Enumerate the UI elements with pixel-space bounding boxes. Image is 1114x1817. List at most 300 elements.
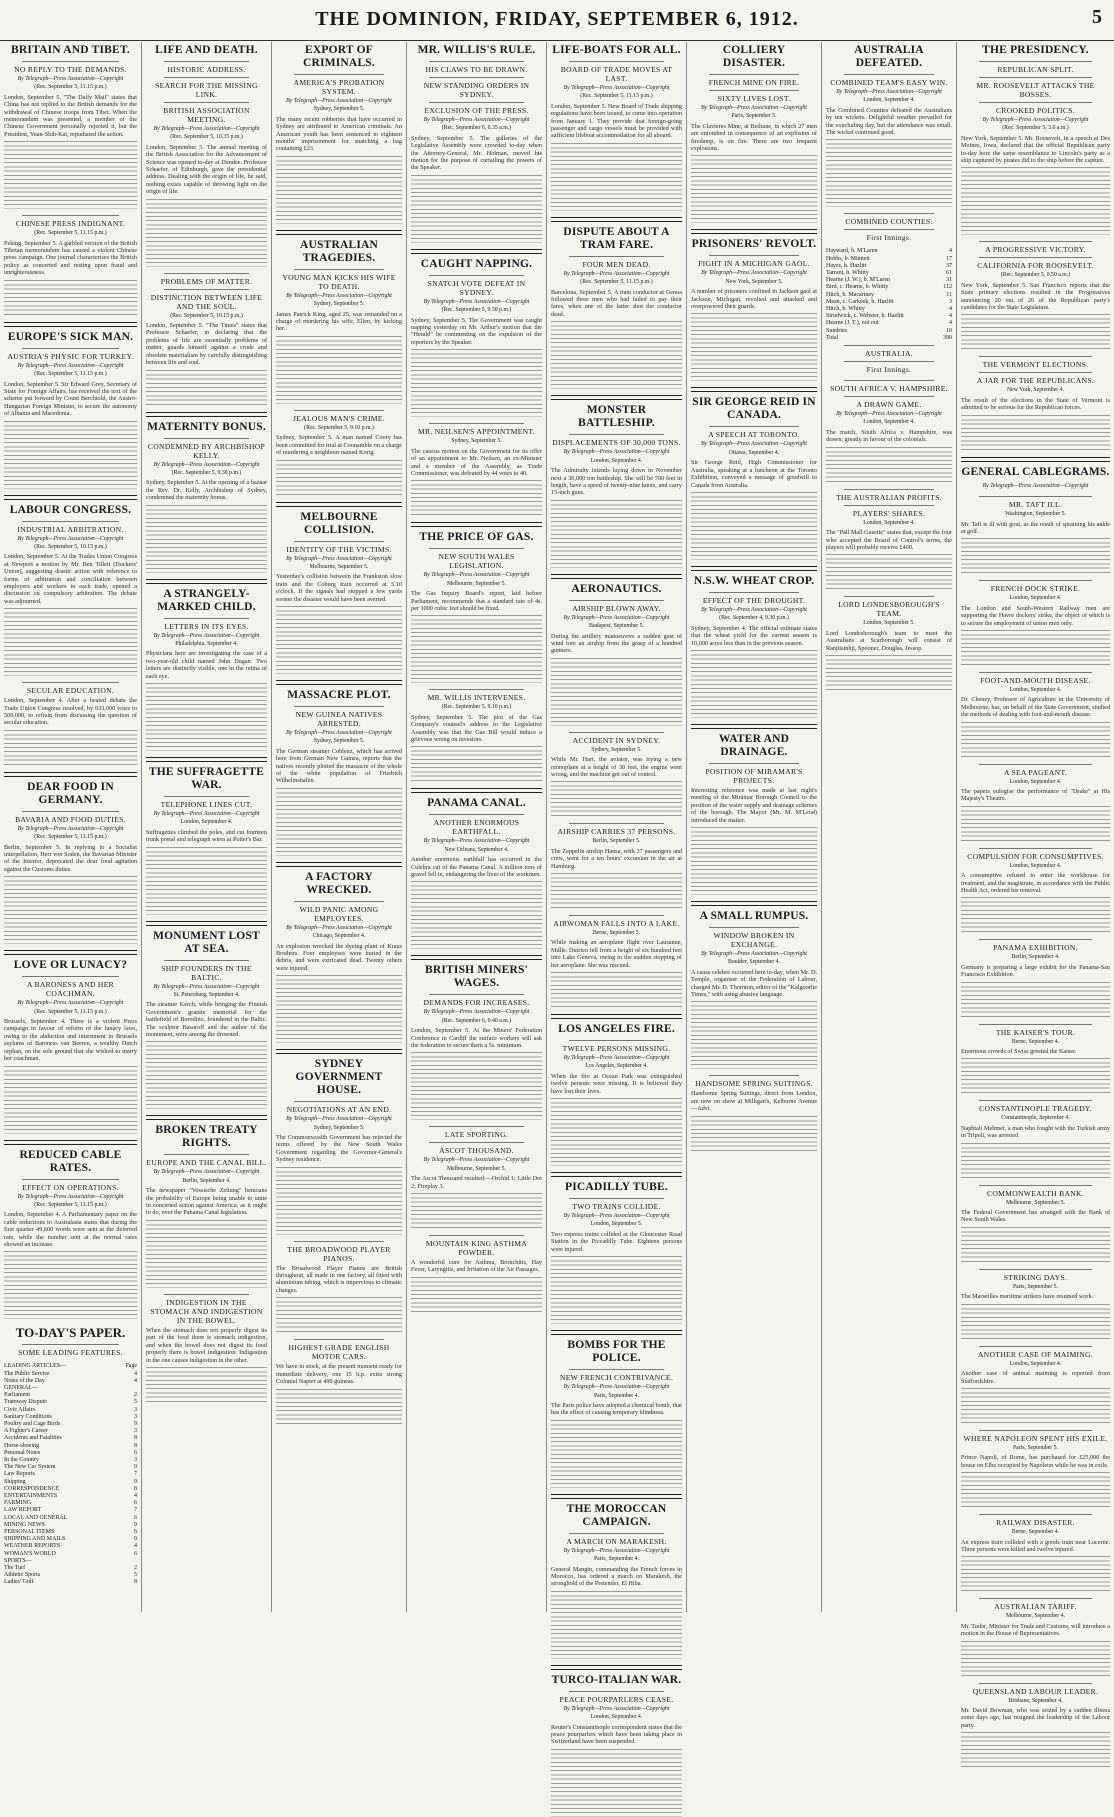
rule-divider: [979, 848, 1092, 849]
rule-divider: [22, 215, 119, 216]
rule-divider: [294, 269, 384, 270]
index-page: 8: [134, 1485, 137, 1492]
text-lines: [276, 1165, 402, 1235]
article-headline: A FACTORY WRECKED.: [305, 870, 373, 896]
article-headline: BROKEN TREATY RIGHTS.: [155, 1124, 258, 1150]
article-headline: LOS ANGELES FIRE.: [558, 1023, 675, 1036]
rule-divider: [569, 1198, 664, 1199]
article-body: Brussels, September 4. There is a violent Press campaign in favour of reform of the lunacy laws, owing to the abduction and internment in Brussels asylums of Baroness van Beeren, a wealthy Dutch orphan, on the sole ground that she wished to marry her coachman.: [4, 1018, 137, 1063]
rule-divider: [429, 814, 524, 815]
index-page: 9: [134, 1464, 137, 1471]
text-lines: [826, 137, 952, 207]
article-divider: [551, 1494, 682, 1499]
dateline: (Rec. September 5, 10.35 p.m.): [170, 134, 243, 141]
article-headline: COLLIERY DISASTER.: [722, 44, 786, 69]
rule-divider: [294, 901, 384, 902]
article: [4, 682, 137, 766]
byline: By Telegraph—Press Association—Copyright: [286, 924, 392, 931]
rule-divider: [709, 426, 799, 427]
index-item: CORRESPONDENCE: [4, 1485, 60, 1492]
article: [961, 1100, 1110, 1178]
index-row: [4, 1435, 137, 1442]
index-item: Personal Notes: [4, 1449, 41, 1456]
byline: By Telegraph—Press Association—Copyright: [563, 1213, 670, 1220]
article-body: Suffragettes climbed the poles, and cut fourteen trunk postal and telegraph wires at Potter's Bar.: [146, 828, 267, 844]
article-body: Yesterday's collision between the Frankston slow train and the Coburg train occurred at 5.10 o'clock. If the signals had stopped a few yards sooner the disaster would have been averted.: [276, 573, 402, 603]
article-subheading: INDUSTRIAL ARBITRATION.: [17, 524, 124, 534]
dateline: London, September 4.: [863, 519, 915, 526]
index-page: Page: [125, 1363, 137, 1370]
rule-divider: [979, 372, 1092, 373]
text-lines: [276, 1387, 402, 1425]
rule-divider: [164, 960, 249, 961]
text-lines: [961, 1554, 1110, 1592]
index-row: [4, 1565, 137, 1572]
rule-divider: [22, 521, 119, 522]
byline: By Telegraph—Press Association—Copyright: [286, 292, 392, 299]
article-divider: [276, 680, 402, 685]
article-body: The match, South Africa v. Hampshire, was drawn, greatly in favour of the colonials.: [826, 428, 952, 444]
text-lines: [826, 552, 952, 590]
byline: By Telegraph—Press Association—Copyright: [563, 85, 670, 91]
rule-divider: [429, 689, 524, 690]
article: [146, 757, 267, 915]
article: [411, 522, 542, 683]
batsman: Sundries: [826, 327, 847, 334]
rule-divider: [979, 61, 1092, 62]
runs: 10: [946, 327, 952, 334]
index-row: [4, 1363, 137, 1370]
article: [4, 772, 137, 944]
article-headline: CAUGHT NAPPING.: [420, 257, 533, 270]
text-lines: [691, 1114, 817, 1152]
article-subheading: A JAR FOR THE REPUBLICANS.: [976, 376, 1095, 386]
index-page: 4: [134, 1377, 137, 1384]
dateline: Paris, September 5.: [731, 113, 777, 120]
dateline: Sydney, September 5.: [313, 106, 365, 113]
dateline: Paris, September 5.: [1012, 1283, 1059, 1290]
rule-divider: [569, 256, 664, 257]
article-divider: [691, 387, 817, 392]
article-body: Reuter's Constantinople correspondent states that the peace pourparlers which have been taking place in Switzerland have been suspended.: [551, 1723, 682, 1746]
article-subheading: FRENCH MINE ON FIRE.: [708, 78, 800, 87]
article: [691, 229, 817, 381]
rule-divider: [844, 213, 934, 214]
batsman: Tarrant, b. Whitty: [826, 270, 869, 277]
article-body: London, September 5. At the Trades Union Congress at Newport a motion by Mr. Ben Tillett (Dockers' Union), suggesting drastic action with reference to forms of arbitration and conciliation between employers and workers in each trade, opened a discussion on compulsory arbitration. The debate was adjourned.: [4, 553, 137, 605]
article-divider: [411, 788, 542, 793]
dateline: (Rec. September 6, 0.40 a.m.): [441, 1017, 512, 1024]
text-lines: [961, 1470, 1110, 1508]
article-subheading: MR. NEILSEN'S APPOINTMENT.: [417, 427, 536, 437]
dateline: (Rec. September 5, 11.15 p.m.): [580, 279, 653, 286]
dateline: (Rec. September 5, 11.15 p.m.): [34, 84, 107, 91]
index-page: 9: [134, 1478, 137, 1485]
newspaper-columns: [0, 42, 1114, 1746]
article-body: The London and South-Western Railway men are supporting the Havre dockers' strike, the object of which is to secure the employment of union men only.: [961, 604, 1110, 627]
runs: 17: [946, 255, 952, 262]
article-subheading: HIGHEST GRADE ENGLISH MOTOR CARS.: [288, 1343, 390, 1362]
article-body: During the artillery manoeuvres a sudden gust of wind tore an airship from the grasp of a hundred gunners.: [551, 632, 682, 655]
article: [411, 689, 542, 782]
article: [4, 215, 137, 315]
article-subheading: NO REPLY TO THE DEMANDS.: [14, 65, 127, 74]
dateline: Berne, September 4.: [1011, 1038, 1060, 1045]
article-body: London, September 5. Sir Edward Grey, Secretary of State for Foreign Affairs, has received the text of the scheme put forward by Count Berchtold, the Austro-Hungarian Foreign Minister, to secure the autonomy of Albania and Macedonia.: [4, 380, 137, 418]
index-item: MINING NEWS: [4, 1521, 45, 1528]
article-headline: THE PRICE OF GAS.: [419, 531, 534, 544]
article-subheading: EXCLUSION OF THE PRESS.: [424, 106, 529, 115]
article-subheading: TWELVE PERSONS MISSING.: [562, 1044, 671, 1054]
index-page: 6: [134, 1449, 137, 1456]
article-body: Mr. David Bowman, who was seized by a sudden illness some days ago, has resigned the leadership of the Labour party.: [961, 1706, 1110, 1729]
rule-divider: [569, 434, 664, 435]
article-headline: THE PRESIDENCY.: [982, 44, 1089, 56]
article: [551, 1172, 682, 1324]
article-body: Sydney, September 5. The Government was caught napping yesterday on Mr. Arthur's motion that the "Herald" be commenting on the expulsion of the reporters by the Speaker.: [411, 316, 542, 346]
text-lines: [411, 173, 542, 243]
text-lines: [411, 879, 542, 949]
article: [961, 1346, 1110, 1424]
runs: 61: [946, 270, 952, 277]
text-lines: [4, 606, 137, 676]
article-divider: [691, 566, 817, 571]
article: [961, 457, 1110, 490]
runs: 4: [949, 313, 952, 320]
article-subheading: COMBINED TEAM'S EASY WIN.: [830, 78, 948, 87]
runs: 37: [946, 262, 952, 269]
article-body: The Commonwealth Government has rejected the terms offered by the New South Wales Government regarding the Governor-General's Sydney residence.: [276, 1134, 402, 1164]
article-subheading: AIRSHIP CARRIES 37 PERSONS.: [557, 827, 676, 837]
article: [961, 241, 1110, 350]
byline: By Telegraph—Press Association—Copyright: [17, 1000, 124, 1007]
byline: By Telegraph—Press Association—Copyright: [982, 117, 1089, 123]
article-headline: BOMBS FOR THE POLICE.: [567, 1339, 666, 1365]
article-subheading: CONSTANTINOPLE TRAGEDY.: [979, 1104, 1092, 1114]
column-8: [957, 42, 1114, 1729]
article-subheading: AMERICA'S PROBATION SYSTEM.: [293, 78, 385, 96]
rule-divider: [164, 77, 249, 78]
rule-divider: [569, 1040, 664, 1041]
article-subheading: WINDOW BROKEN IN EXCHANGE.: [713, 930, 795, 949]
article-body: A number of prisoners confined in Jackson gaol at Jackson, Michigan, revolted and attacked and overpowered their guards.: [691, 288, 817, 311]
text-lines: [411, 347, 542, 417]
article: [146, 273, 267, 406]
rule-divider: [429, 77, 524, 78]
article-body: Sydney, September 5. The galleries of the Legislative Assembly were crowded to-day when the Attorney-General, Mr. Holman, moved his motion for the purpose of curtailing the powers of the Speaker.: [411, 134, 542, 172]
rule-divider: [844, 361, 934, 362]
byline: By Telegraph—Press Association—Copyright: [563, 1547, 670, 1554]
rule-divider: [294, 1339, 384, 1340]
article-body: Naphtali Mehmet, a man who fought with the Turkish army in Tripoli, was arrested.: [961, 1124, 1110, 1140]
rule-divider: [979, 1683, 1092, 1684]
index-row: [4, 1407, 137, 1414]
index-row: [4, 1471, 137, 1478]
article: [961, 848, 1110, 934]
rule-divider: [709, 763, 799, 764]
article-body: Handsome Spring Suitings, direct from London, are now on show at Milligan's, Kelburne Avenue—Advt.: [691, 1090, 817, 1113]
text-lines: [411, 1275, 542, 1313]
article: [276, 1241, 402, 1334]
article: [961, 356, 1110, 450]
article-body: The Clavieres Mine, at Bethune, in which 27 men are entombed in consequence of an explosion of firedamp, is on fire. There are two frequent explosions.: [691, 122, 817, 153]
article-headline: REDUCED CABLE RATES.: [19, 1148, 122, 1174]
index-item: A Fighter's Career: [4, 1428, 48, 1435]
rule-divider: [709, 927, 799, 928]
article-body: Another case of animal maiming is reported from Staffordshire.: [961, 1370, 1110, 1385]
article: [691, 724, 817, 895]
index-page: 6: [134, 1550, 137, 1557]
article: [411, 1235, 542, 1313]
text-lines: [961, 1141, 1110, 1179]
text-lines: [691, 825, 817, 895]
index-page: 9: [134, 1536, 137, 1543]
article-subheading: SHIP FOUNDERS IN THE BALTIC.: [161, 963, 252, 982]
article-subheading: PROBLEMS OF MATTER.: [160, 276, 253, 286]
article-subheading: FOUR MEN DEAD.: [582, 259, 651, 269]
article-divider: [4, 950, 137, 955]
text-lines: [961, 1056, 1110, 1094]
rule-divider: [164, 618, 249, 619]
rule-divider: [979, 356, 1092, 357]
runs: 3: [949, 298, 952, 305]
article-body: The Paris police have adopted a chemical bomb, that has the effect of causing temporary blindness.: [551, 1401, 682, 1417]
text-lines: [961, 165, 1110, 235]
text-lines: [276, 334, 402, 404]
index-page: 5: [134, 1399, 137, 1406]
masthead: [0, 0, 1114, 41]
rule-divider: [979, 764, 1092, 765]
dateline: Berlin, September 4.: [182, 1177, 231, 1184]
article-body: Another enormous earthfall has occurred in the Culebra cut of the Panama Canal. A million tons of gravel fell in, endangering the lives of the workmen.: [411, 856, 542, 878]
article-divider: [4, 495, 137, 500]
dateline: Paris, September 4.: [593, 1392, 640, 1399]
text-lines: [961, 536, 1110, 574]
rule-divider: [569, 1533, 664, 1534]
byline: By Telegraph—Press Association—Copyright: [423, 1009, 530, 1016]
batsman: Hitch, b. Macartney: [826, 291, 874, 298]
index-item: Accidents and Fatalities: [4, 1435, 62, 1442]
article: [826, 380, 952, 483]
article-body: When the fire at Ocean Park was extinguished twelve persons were missing. It is believed they have lost their lives.: [551, 1072, 682, 1095]
article-subheading: AUSTRIA'S PHYSIC FOR TURKEY.: [7, 351, 134, 361]
dateline: Constantinople, September 4.: [1001, 1115, 1070, 1122]
rule-divider: [164, 796, 249, 797]
article: [146, 1115, 267, 1287]
article-subheading: HIS CLAWS TO BE DRAWN.: [425, 65, 528, 74]
index-item: FARMING: [4, 1500, 32, 1507]
article: [4, 322, 137, 489]
dateline: Paris, September 4.: [593, 1556, 640, 1563]
article-divider: [411, 955, 542, 960]
article: [826, 489, 952, 591]
article-subheading: AIRWOMAN FALLS INTO A LAKE.: [553, 919, 680, 928]
text-lines: [961, 1225, 1110, 1263]
dateline: Sydney, September 5.: [313, 301, 365, 308]
article-body: The Broadwood Player Pianos are British throughout, all made in one factory, all fitted with aluminium tubing, which is impervious to climatic changes.: [276, 1264, 402, 1294]
article-body: A wonderful cure for Asthma, Bronchitis, Hay Fever, Laryngitis, and Irritation of the Air Passages.: [411, 1259, 542, 1274]
article-subheading: PLAYERS' SHARES.: [852, 508, 926, 518]
rule-divider: [164, 102, 249, 103]
dateline: (Rec. September 5, 3.0 a.m.): [1002, 125, 1069, 132]
article: [551, 217, 682, 389]
article: [411, 249, 542, 417]
rule-divider: [569, 823, 664, 824]
article-body: The Combined Counties defeated the Australians by ten wickets. Delightful weather prevailed for the concluding day, but the attendance was small. The wicket continued good.: [826, 106, 952, 137]
batsman: Hobbs, b. Minnett: [826, 255, 870, 262]
score-row: [826, 335, 952, 342]
article: [961, 44, 1110, 235]
dateline: Melbourne, September 5.: [447, 1165, 506, 1172]
article-subheading: A BARONESS AND HER COACHMAN.: [26, 980, 115, 999]
index-page: 4: [134, 1493, 137, 1499]
text-lines: [961, 895, 1110, 933]
article-subheading: AUSTRALIAN TARIFF.: [994, 1602, 1077, 1612]
article-body: London, September 5. "The Times" states that Professor Schaefer, in declaring that the problems of life are essentially problems of matter, guards himself against a crude and obsolete materialism by carefully distinguishing between life and soul.: [146, 322, 267, 367]
article: [146, 412, 267, 573]
rule-divider: [164, 61, 249, 62]
rule-divider: [429, 548, 524, 549]
article: [276, 502, 402, 674]
byline: By Telegraph—Press Association—Copyright: [982, 482, 1089, 489]
index-page: 2: [134, 1392, 137, 1399]
text-lines: [276, 786, 402, 856]
rule-divider: [429, 423, 524, 424]
article-headline: AERONAUTICS.: [571, 582, 662, 595]
text-lines: [551, 871, 682, 909]
byline: By Telegraph—Press Association—Copyright: [563, 449, 670, 456]
article-subheading: AUSTRALIA.: [865, 349, 913, 359]
dateline: New Orleans, September 4.: [444, 846, 509, 853]
article: [146, 1294, 267, 1403]
article-headline: DISPUTE ABOUT A TRAM FARE.: [563, 225, 670, 251]
batsman: Hitch, b. Whitty: [826, 306, 865, 313]
article-headline: MONUMENT LOST AT SEA.: [153, 929, 260, 955]
article-body: The many recent robberies that have occurred in Sydney are attributed to American criminals. An American youth has been sentenced to eighteen months' imprisonment for snatching a bag containing £23.: [276, 115, 402, 153]
article-body: Enormous crowds of Swiss greeted the Kaiser.: [961, 1048, 1077, 1056]
index-page: 8: [134, 1442, 137, 1449]
article-body: The papers eulogise the performance of "Drake" at His Majesty's Theatre.: [961, 787, 1110, 803]
rule-divider: [294, 410, 384, 411]
article-subheading: NEW STANDING ORDERS IN SYDNEY.: [423, 81, 530, 99]
article-divider: [411, 522, 542, 527]
rule-divider: [569, 1691, 664, 1692]
rule-divider: [979, 1185, 1092, 1186]
byline: By Telegraph—Press Association—Copyright: [701, 606, 807, 613]
article-subheading: BRITISH ASSOCIATION MEETING.: [163, 106, 250, 124]
article-subheading: CROOKED POLITICS.: [996, 106, 1075, 115]
dateline: Brisbane, September 4.: [1008, 1697, 1063, 1704]
article-headline: MELBOURNE COLLISION.: [300, 510, 378, 536]
byline: By Telegraph—Press Association—Copyright: [701, 270, 807, 277]
article: [146, 921, 267, 1110]
dateline: Sydney, September 5.: [313, 738, 365, 745]
article-divider: [551, 1014, 682, 1019]
text-lines: [691, 311, 817, 381]
rule-divider: [979, 1430, 1092, 1431]
article-subheading: JEALOUS MAN'S CRIME.: [293, 413, 385, 423]
text-lines: [146, 197, 267, 267]
article: [551, 732, 682, 818]
byline: By Telegraph—Press Association—Copyright: [423, 1157, 530, 1164]
article: [691, 1075, 817, 1151]
dateline: Melbourne, September 5.: [447, 580, 506, 587]
article-subheading: FOOT-AND-MOUTH DISEASE.: [980, 675, 1091, 685]
dateline: (Rec. September 5, 0.50 a.m.): [1000, 272, 1071, 279]
article-body: London, September 5. The annual meeting of the British Association for the Advancement of Science was opened to-day at Dundee. Professor Schaefer, of Edinburgh, gave the presidential address. Dealing with the origin of life, he said, nothing exists capable of throwing light on the origin of life.: [146, 143, 267, 196]
article-divider: [691, 901, 817, 906]
article-headline: MONSTER BATTLESHIP.: [578, 404, 655, 430]
byline: By Telegraph—Press Association—Copyright: [286, 729, 392, 736]
index-page: 7: [134, 1471, 137, 1478]
article: [4, 44, 137, 209]
column-5: [547, 42, 687, 1746]
byline: By Telegraph—Press Association—Copyright: [563, 270, 670, 277]
article-subheading: IDENTITY OF THE VICTIMS.: [286, 544, 392, 554]
index-row: [4, 1551, 137, 1558]
article-headline: EXPORT OF CRIMINALS.: [303, 44, 375, 69]
article-headline: LABOUR CONGRESS.: [9, 503, 132, 516]
article: [276, 1339, 402, 1424]
index-item: Shipping: [4, 1478, 26, 1485]
batsman: Hearne (J. T.), not out: [826, 320, 879, 327]
dateline: Berne, September 4.: [1011, 1529, 1060, 1536]
dateline: Sydney, September 5.: [313, 1124, 365, 1131]
text-lines: [411, 478, 542, 516]
rule-divider: [709, 74, 799, 75]
article-body: The "Pall Mall Gazette" states that, except the four who accepted the Board of Control's terms, the players will probably receive £400.: [826, 529, 952, 551]
article-subheading: PEACE POURPARLERS CEASE.: [559, 1694, 674, 1704]
article: [551, 1494, 682, 1659]
article-divider: [961, 457, 1110, 462]
dateline: Boulder, September 4.: [728, 959, 780, 966]
byline: By Telegraph—Press Association—Copyright: [17, 535, 124, 542]
text-lines: [551, 1418, 682, 1488]
rule-divider: [164, 1154, 249, 1155]
dateline: Ottawa, September 4.: [728, 449, 780, 456]
rule-divider: [569, 915, 664, 916]
index-page: 7: [134, 1507, 137, 1514]
article-body: The German steamer Coblenz, which has arrived here from German New Guinea, reports that the natives recently plotted the massacre of the whole of the white population of Friedrich Wilhelmshafen.: [276, 747, 402, 785]
article-subheading: DEMANDS FOR INCREASES.: [423, 998, 530, 1008]
article-body: A cause celebre occurred here to-day, when Mr. D. Temple, organiser of the Federation of Labour, charged Mr. D. Thornton, editor of the "Kalgoorlie Times," with using abusive language.: [691, 968, 817, 998]
article-subheading: TELEPHONE LINES CUT.: [160, 799, 253, 809]
index-page: 3: [134, 1456, 137, 1463]
text-lines: [691, 648, 817, 718]
byline: By Telegraph—Press Association—Copyright: [153, 461, 260, 468]
article-body: New York, September 5. Mr. Roosevelt, in a speech at Des Moines, Iowa, declared that the official Republican party to-day bore the same resemblance to Lincoln's party as a ship captured by pirates did to the ship before the capture.: [961, 134, 1110, 165]
index-page: 4: [134, 1370, 137, 1377]
article-subheading: QUEENSLAND LABOUR LEADER.: [972, 1686, 1099, 1696]
article: [551, 574, 682, 726]
article-body: When the stomach does not properly digest its part of the food there is stomach indigestion, and when the bowel does not digest its food properly there is bowel indigestion. Indigestion in the one causes indigestion in the other.: [146, 1326, 267, 1364]
index-row: [4, 1558, 137, 1565]
rule-divider: [164, 289, 249, 290]
text-lines: [551, 1254, 682, 1324]
byline: By Telegraph—Press Association—Copyright: [836, 89, 942, 95]
article: [961, 1514, 1110, 1592]
article-headline: MR. WILLIS'S RULE.: [417, 44, 536, 56]
article-body: Physicians here are investigating the case of a two-year-old child named John Dugan. Two letters are distinctly visible, one in the retina of each eye.: [146, 650, 267, 680]
article-divider: [4, 322, 137, 327]
article: [826, 213, 952, 242]
dateline: (Rec. September 5, 11.15 p.m.): [34, 230, 107, 237]
text-lines: [551, 779, 682, 817]
article-subheading: NEGOTIATIONS AT AN END.: [286, 1105, 392, 1115]
index-row: [4, 1486, 137, 1493]
text-lines: [411, 613, 542, 683]
article: [411, 955, 542, 1120]
